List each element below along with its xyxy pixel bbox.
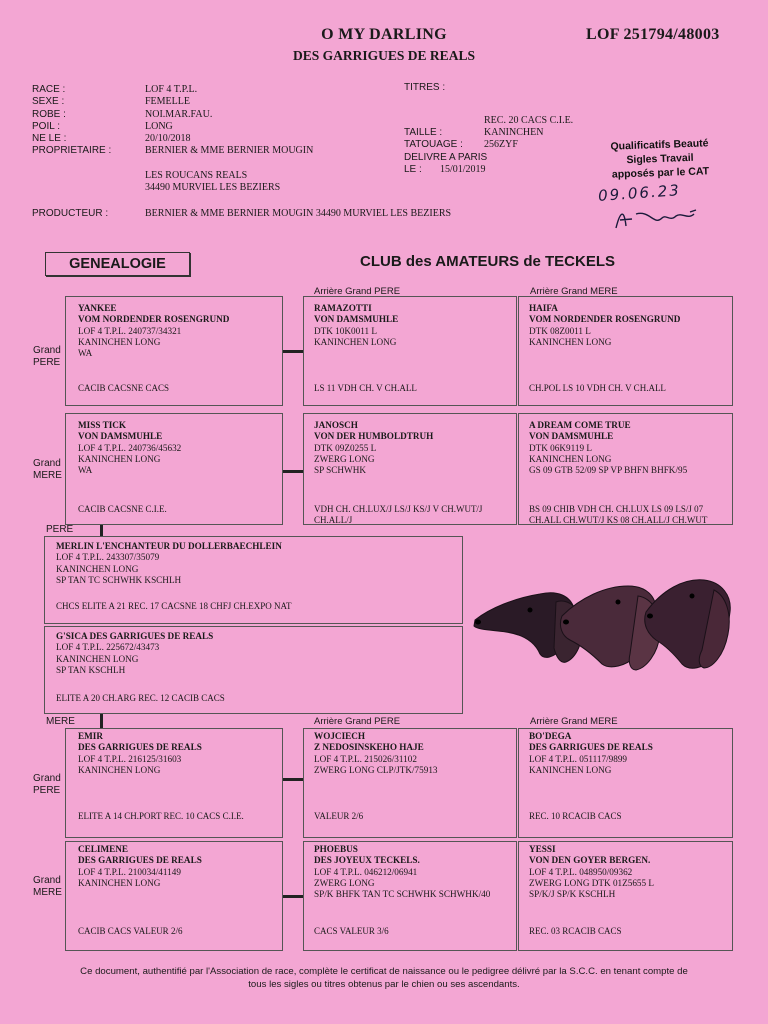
dog-name: G'SICA DES GARRIGUES DE REALS (56, 631, 214, 641)
box-father-gp-f (303, 296, 517, 406)
value-proprietaire: BERNIER & MME BERNIER MOUGIN (145, 145, 314, 157)
dog-variety: KANINCHEN LONG (78, 764, 161, 775)
dog-kennel: DES GARRIGUES DE REALS (529, 742, 653, 753)
dog-name: JANOSCH (314, 420, 358, 430)
box-father-gm-m (518, 413, 733, 525)
value-robe: NOI.MAR.FAU. (145, 108, 213, 120)
value-delivre (484, 152, 543, 164)
label-taille: TAILLE : (404, 127, 443, 138)
dog-variety: KANINCHEN LONG (78, 453, 161, 464)
footer-note (30, 966, 738, 991)
dog-titles: ELITE A 20 CH.ARG REC. 12 CACIB CACS (56, 693, 225, 703)
dog-name: PHOEBUS (314, 844, 358, 854)
dog-variety: KANINCHEN LONG (314, 336, 397, 347)
dog-kennel: Z NEDOSINSKEHO HAJE (314, 742, 424, 753)
label-grand: Grand (33, 875, 61, 886)
label-grand-pere-top (33, 345, 61, 369)
genealogie-box (45, 252, 190, 276)
dog-work: SP/K BHFK TAN TC SCHWHK SCHWHK/40 (314, 889, 491, 900)
dog-variety: ZWERG LONG DTK 01Z5655 L (529, 877, 655, 888)
label-le: LE : (404, 163, 422, 175)
box-father-gp (65, 296, 283, 406)
label-pere-main: PERE (46, 524, 74, 535)
owner-address-2: 34490 MURVIEL LES BEZIERS (145, 182, 281, 194)
box-mere (44, 626, 463, 714)
value-taille: KANINCHEN (484, 127, 544, 138)
value-poil: LONG (145, 120, 173, 132)
dog-kennel: VON DER HUMBOLDTRUH (314, 431, 434, 442)
dog-variety: KANINCHEN LONG (529, 764, 612, 775)
dog-variety: KANINCHEN LONG (56, 563, 139, 574)
dog-kennel: DES GARRIGUES DE REALS (293, 48, 475, 63)
dog-kennel: VOM NORDENDER ROSENGRUND (78, 314, 230, 325)
label-proprietaire: PROPRIETAIRE : (32, 145, 112, 157)
footer-line-1: Ce document, authentifié par l'Association de race, complète le certificat de naissance ou le pedigree délivré par la S.C.C. en tenant compte de (80, 966, 688, 977)
label-tatouage: TATOUAGE : (404, 139, 463, 151)
dog-kennel: DES GARRIGUES DE REALS (78, 742, 202, 753)
connector (283, 895, 303, 898)
label-race: RACE : (32, 84, 66, 95)
dog-variety: KANINCHEN LONG (529, 453, 612, 464)
dog-name: EMIR (78, 731, 104, 741)
dog-titles: CH.POL LS 10 VDH CH. V CH.ALL (529, 383, 666, 393)
label-grand: Grand (33, 458, 61, 469)
dog-name: MERLIN L'ENCHANTEUR DU DOLLERBAECHLEIN (56, 541, 282, 551)
connector (100, 525, 103, 536)
dog-variety: KANINCHEN LONG (78, 336, 161, 347)
box-mother-gm-m (518, 841, 733, 951)
box-mother-gm (65, 841, 283, 951)
value-race: LOF 4 T.P.L. (145, 84, 198, 95)
dog-titles: REC. 03 RCACIB CACS (529, 926, 622, 936)
label-mere: MERE (33, 887, 62, 898)
dog-lof: LOF 4 T.P.L. 216125/31603 (78, 753, 182, 764)
header-agm-bottom: Arrière Grand MERE (530, 716, 618, 727)
box-mother-gp-m (518, 728, 733, 838)
dog-work: WA (78, 348, 93, 359)
producteur-label: PRODUCTEUR : (32, 208, 109, 219)
connector (100, 714, 103, 729)
dog-kennel: VON DAMSMUHLE (314, 314, 399, 325)
label-grand-pere-bottom (33, 773, 61, 797)
dog-lof: DTK 10K0011 L (314, 325, 377, 336)
dog-lof: LOF 4 T.P.L. 210034/41149 (78, 866, 181, 877)
dog-name: MISS TICK (78, 420, 127, 430)
value-tatouage: 256ZYF (484, 139, 518, 151)
dog-work: SP SCHWHK (314, 465, 366, 476)
dog-name: O MY DARLING (321, 26, 447, 43)
header-agp-top: Arrière Grand PERE (314, 286, 401, 297)
cat-stamp (589, 136, 730, 183)
connector (283, 778, 303, 781)
dog-lof: LOF 4 T.P.L. 048950/09362 (529, 866, 633, 877)
titres-rec: REC. 20 CACS C.I.E. (484, 115, 574, 126)
dog-variety: KANINCHEN LONG (56, 653, 139, 664)
dog-variety: ZWERG LONG (314, 453, 375, 464)
producteur-value: BERNIER & MME BERNIER MOUGIN 34490 MURVIEL LES BEZIERS (145, 208, 452, 219)
dachshund-heads-icon (470, 568, 735, 678)
dog-variety: KANINCHEN LONG (78, 877, 161, 888)
value-sexe: FEMELLE (145, 96, 190, 108)
box-father-gm (65, 413, 283, 525)
dog-variety: ZWERG LONG (314, 877, 375, 888)
titres-values (484, 127, 543, 164)
club-title: CLUB des AMATEURS de TECKELS (360, 253, 616, 270)
dog-titles: CACS VALEUR 3/6 (314, 926, 389, 936)
dog-work: SP/K/J SP/K KSCHLH (529, 889, 616, 900)
dog-lof: DTK 08Z0011 L (529, 325, 591, 336)
connector (283, 350, 303, 353)
dog-kennel: VOM NORDENDER ROSENGRUND (529, 314, 681, 325)
stamp-date: 09.06.23 (597, 181, 682, 205)
label-grand: Grand (33, 345, 61, 356)
dog-work: GS 09 GTB 52/09 SP VP BHFN BHFK/95 (529, 465, 688, 476)
connector (283, 470, 303, 473)
genealogie-title: GENEALOGIE (69, 256, 166, 272)
box-mother-gp (65, 728, 283, 838)
dog-name: YANKEE (78, 303, 117, 313)
dog-name: CELIMENE (78, 844, 129, 854)
label-grand-mere-top (33, 458, 62, 482)
dog-titles: REC. 10 RCACIB CACS (529, 811, 622, 821)
dog-lof: DTK 06K9119 L (529, 442, 592, 453)
label-mere: MERE (33, 470, 62, 481)
box-father-gm-f (303, 413, 517, 525)
label-mere-main: MERE (46, 716, 75, 727)
box-father-gp-m (518, 296, 733, 406)
box-mother-gm-f (303, 841, 517, 951)
stamp-line-1: Qualificatifs Beauté (610, 137, 709, 153)
dog-kennel: DES GARRIGUES DE REALS (78, 855, 202, 866)
label-grand-mere-bottom (33, 875, 62, 899)
box-mother-gp-f (303, 728, 517, 838)
dog-name: HAIFA (529, 303, 558, 313)
dog-name: RAMAZOTTI (314, 303, 372, 313)
dog-work: WA (78, 465, 93, 476)
dog-lof: LOF 4 T.P.L. 240737/34321 (78, 325, 182, 336)
label-robe: ROBE : (32, 108, 66, 120)
label-pere: PERE (33, 357, 61, 368)
dog-titles: ELITE A 14 CH.PORT REC. 10 CACS C.I.E. (78, 811, 244, 821)
header-agm-top: Arrière Grand MERE (530, 286, 618, 297)
label-ne-le: NE LE : (32, 133, 67, 145)
dog-name: A DREAM COME TRUE (529, 420, 631, 430)
footer-line-2: tous les sigles ou titres obtenus par le chien ou ses ascendants. (248, 978, 520, 990)
stamp-line-3: apposés par le CAT (611, 165, 710, 181)
dog-titles: BS 09 CHIB VDH CH. CH.LUX LS 09 LS/J 07 CH.ALL CH.WUT/J KS 08 CH.ALL/J CH.WUT (529, 504, 708, 525)
dog-kennel: VON DAMSMUHLE (529, 431, 614, 442)
dog-lof: LOF 4 T.P.L. 240736/45632 (78, 442, 182, 453)
titres-label: TITRES : (404, 82, 446, 93)
box-pere (44, 536, 463, 624)
dog-variety: KANINCHEN LONG (529, 336, 612, 347)
owner-address-1: LES ROUCANS REALS (145, 169, 248, 181)
dog-name: YESSI (529, 844, 556, 854)
label-pere: PERE (33, 785, 61, 796)
stamp-line-2: Sigles Travail (626, 151, 694, 167)
dog-name: WOJCIECH (314, 731, 366, 741)
identity-values (145, 84, 313, 194)
header-agp-bottom: Arrière Grand PERE (314, 716, 401, 727)
dog-kennel: DES JOYEUX TECKELS. (314, 855, 420, 866)
dog-titles: CACIB CACSNE CACS (78, 383, 170, 393)
label-delivre: DELIVRE A PARIS (404, 151, 488, 163)
dog-lof: DTK 09Z0255 L (314, 442, 377, 453)
dog-kennel: VON DEN GOYER BERGEN. (529, 855, 651, 866)
signature-icon (610, 204, 706, 234)
lof-number: LOF 251794/48003 (586, 26, 720, 43)
label-sexe: SEXE : (32, 96, 65, 108)
dog-lof: LOF 4 T.P.L. 225672/43473 (56, 642, 160, 653)
dog-variety: ZWERG LONG CLP/JTK/75913 (314, 764, 438, 775)
dog-titles: CHCS ELITE A 21 REC. 17 CACSNE 18 CHFJ CH.EXPO NAT (56, 601, 292, 611)
dog-work: SP TAN KSCHLH (56, 664, 126, 675)
dog-titles: LS 11 VDH CH. V CH.ALL (314, 383, 417, 393)
label-poil: POIL : (32, 120, 60, 132)
dog-lof: LOF 4 T.P.L. 051117/9899 (529, 753, 628, 764)
dog-lof: LOF 4 T.P.L. 046212/06941 (314, 866, 418, 877)
dog-titles: VDH CH. CH.LUX/J LS/J KS/J V CH.WUT/J CH.ALL/J (314, 504, 483, 525)
dog-work: SP TAN TC SCHWHK KSCHLH (56, 574, 182, 585)
dog-titles: VALEUR 2/6 (314, 811, 364, 821)
value-ne-le: 20/10/2018 (145, 133, 191, 145)
dog-titles: CACIB CACS VALEUR 2/6 (78, 926, 183, 936)
identity-labels (32, 84, 111, 158)
dog-titles: CACIB CACSNE C.I.E. (78, 504, 167, 514)
value-date-delivre: 15/01/2019 (440, 164, 486, 175)
dog-name: BO'DEGA (529, 731, 572, 741)
dog-lof: LOF 4 T.P.L. 243307/35079 (56, 552, 160, 563)
dog-kennel: VON DAMSMUHLE (78, 431, 163, 442)
label-grand: Grand (33, 773, 61, 784)
dog-lof: LOF 4 T.P.L. 215026/31102 (314, 753, 417, 764)
